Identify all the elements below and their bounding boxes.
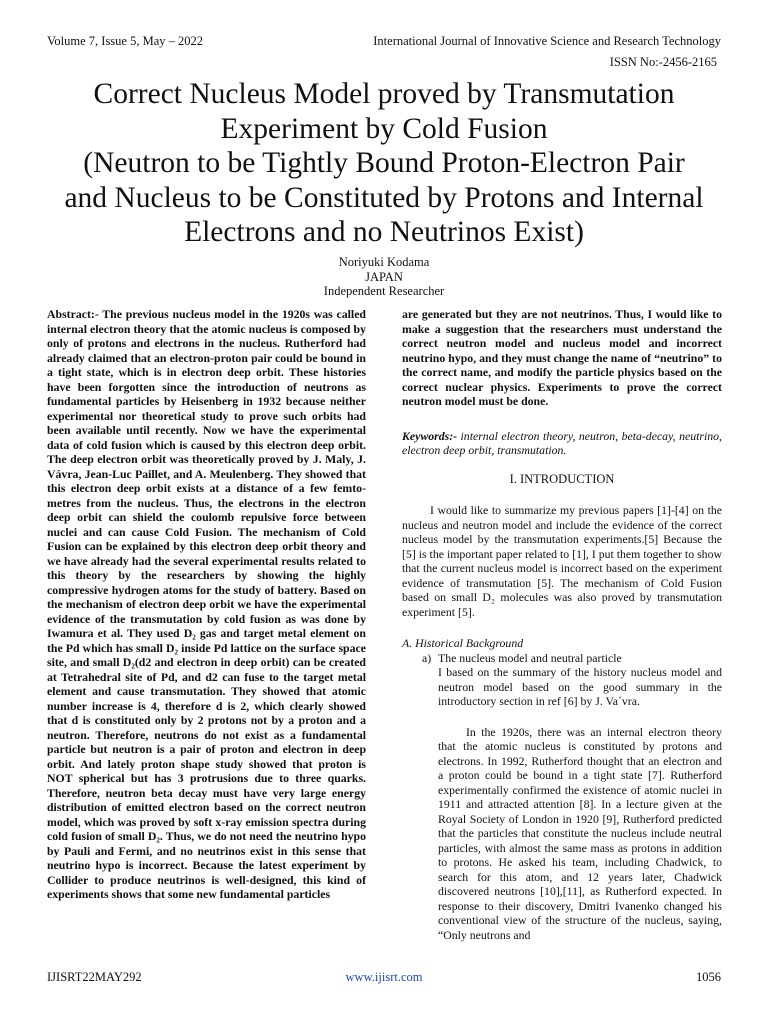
introduction-heading: I. INTRODUCTION bbox=[509, 471, 615, 486]
title-line: and Nucleus to be Constituted by Protons and Internal bbox=[64, 181, 704, 214]
title-line: Electrons and no Neutrinos Exist) bbox=[184, 216, 584, 248]
title-line: (Neutron to be Tightly Bound Proton-Electron Pair bbox=[83, 147, 685, 179]
list-item-title bbox=[422, 651, 722, 666]
footer-page-number: 1056 bbox=[696, 970, 721, 984]
historical-paragraph: In the 1920s, there was an internal electron theory that the atomic nucleus is constituted by protons and electrons. In 1992, Rutherford thought that an electron and a proton could be bound in a tight state [7]. Rutherford experimentally confirmed the existence of atomic nuclei in 1911 and attracted attention [8]. In a lecture given at the Royal Society of London in 1920 [9], Rutherford predicted that the particles that constitute the nucleus include neutral particles, with almost the same mass as protons in addition to protons. He asked his team, including Chadwick, to search for this atom, and 12 years later, Chadwick discovered neutrons [10],[11], as Rutherford expected. In response to their discovery, Dmitri Ivanenko changed his conventional view of the structure of the nucleus, saying, “Only neutrons and bbox=[438, 724, 722, 942]
right-column bbox=[402, 307, 722, 942]
author-block bbox=[0, 255, 768, 299]
journal-volume: Volume 7, Issue 5, May – 2022 bbox=[47, 34, 204, 48]
left-column bbox=[47, 307, 366, 902]
introduction-paragraph: I would like to summarize my previous papers [1]-[4] on the nucleus and neutron model and include the evidence of the correct nucleus model by the transmutation experiments.[5] Because the [5] is the important paper related to [1], I put them together to show that the current nucleus model is incorrect based on the experiment evidence of transmutation [5]. The mechanism of Cold Fusion based on small D₂ molecules was also proved by transmutation experiment [5]. bbox=[402, 503, 722, 619]
journal-name: International Journal of Innovative Science and Research Technology bbox=[373, 34, 721, 48]
keywords-text: internal electron theory, neutron, beta-decay, neutrino, electron deep orbit, transmutation. bbox=[402, 428, 722, 457]
author-name: Noriyuki Kodama bbox=[338, 255, 430, 269]
historical-heading: A. Historical Background bbox=[402, 636, 524, 650]
abstract-text: Abstract:- The previous nucleus model in the 1920s was called internal electron theory that the atomic nucleus is composed by only of protons and electrons in the nucleus. Rutherford had already claimed that an electron-proton pair could be bound in a tight state, which is in electron deep orbit. These histories have been forgotten since the introduction of neutrons as fundamental particles by Heisenberg in 1932 because neither experimental nor theoretical study to prove such orbits had been available until recently. Now we have the experimental data of cold fusion which is caused by this electron deep orbit. The deep electron orbit was theoretically proved by J. Maly, J. Vávra, Jean-Luc Paillet, and A. Meulenberg. They showed that this electron deep orbit exists at a distance of a few femto-metres from the nucleus. Thus, the electrons in the electron deep orbit can shield the coulomb repulsive force between nuclei and can cause Cold Fusion. The mechanism of Cold Fusion can be explained by this electron deep orbit theory and we have already had the several experimental results related to this theory by the researchers by showing the highly compressive hydrogen atoms for the study of battery. Based on the mechanism of electron deep orbit we have the experimental evidence of the transmutation by cold fusion as was done by Iwamura et al. They used D₂ gas and target metal element on the Pd which has small D₂ inside Pd lattice on the surface space site, and small D₂(d2 and electron in deep orbit) can be created at Tetrahedral site of Pd, and d2 can fuse to the target metal element and cause transmutation. They showed that atomic number increase is 4, therefore d is 2, which clearly showed that d is constituted only by 2 protons not by a proton and a neutron. Therefore, neutrons do not exist as a fundamental particle but neutron is a pair of proton and electron in deep orbit. And lately proton shape study showed that proton is NOT spherical but has 3 protrusions due to three quarks. Therefore, neutron beta decay must have very large energy distribution of emitted electron based on the correct neutron model, which was proved by soft x-ray emission spectra during cold fusion of small D₂. Thus, we do not need the neutrino hypo by Pauli and Fermi, and no neutrinos exist in this sense that neutrino hypo is incorrect. Because the latest experiment by Collider to produce neutrinos is well-designed, this kind of experiments shows that some new fundamental particles bbox=[47, 307, 366, 901]
paper-title bbox=[30, 77, 738, 250]
abstract-continuation: are generated but they are not neutrinos. Thus, I would like to make a suggestion that the researchers must understand the correct neutron model and nucleus model and incorrect neutrino hypo, and they must change the name of “neutrino” to the correct name, and modify the particle physics based on the correct nuclear physics. Experiments to prove the correct neutron model must be done. bbox=[402, 307, 722, 408]
footer-code: IJISRT22MAY292 bbox=[47, 970, 142, 984]
author-affiliation: Independent Researcher bbox=[323, 284, 445, 298]
author-country: JAPAN bbox=[365, 269, 403, 284]
list-item-text: I based on the summary of the history nucleus model and neutron model based on the good summary in the introductory section in ref [6] by J. Va´vra. bbox=[438, 665, 722, 708]
keywords bbox=[402, 429, 722, 458]
title-line: Correct Nucleus Model proved by Transmutation bbox=[93, 78, 675, 110]
journal-issn: ISSN No:-2456-2165 bbox=[609, 55, 717, 69]
title-line: Experiment by Cold Fusion bbox=[220, 112, 548, 145]
keywords-label: Keywords:- bbox=[402, 428, 458, 443]
list-marker: a) bbox=[422, 650, 432, 665]
footer-website-link[interactable]: www.ijisrt.com bbox=[345, 970, 423, 984]
list-item-label: The nucleus model and neutral particle bbox=[438, 650, 622, 665]
